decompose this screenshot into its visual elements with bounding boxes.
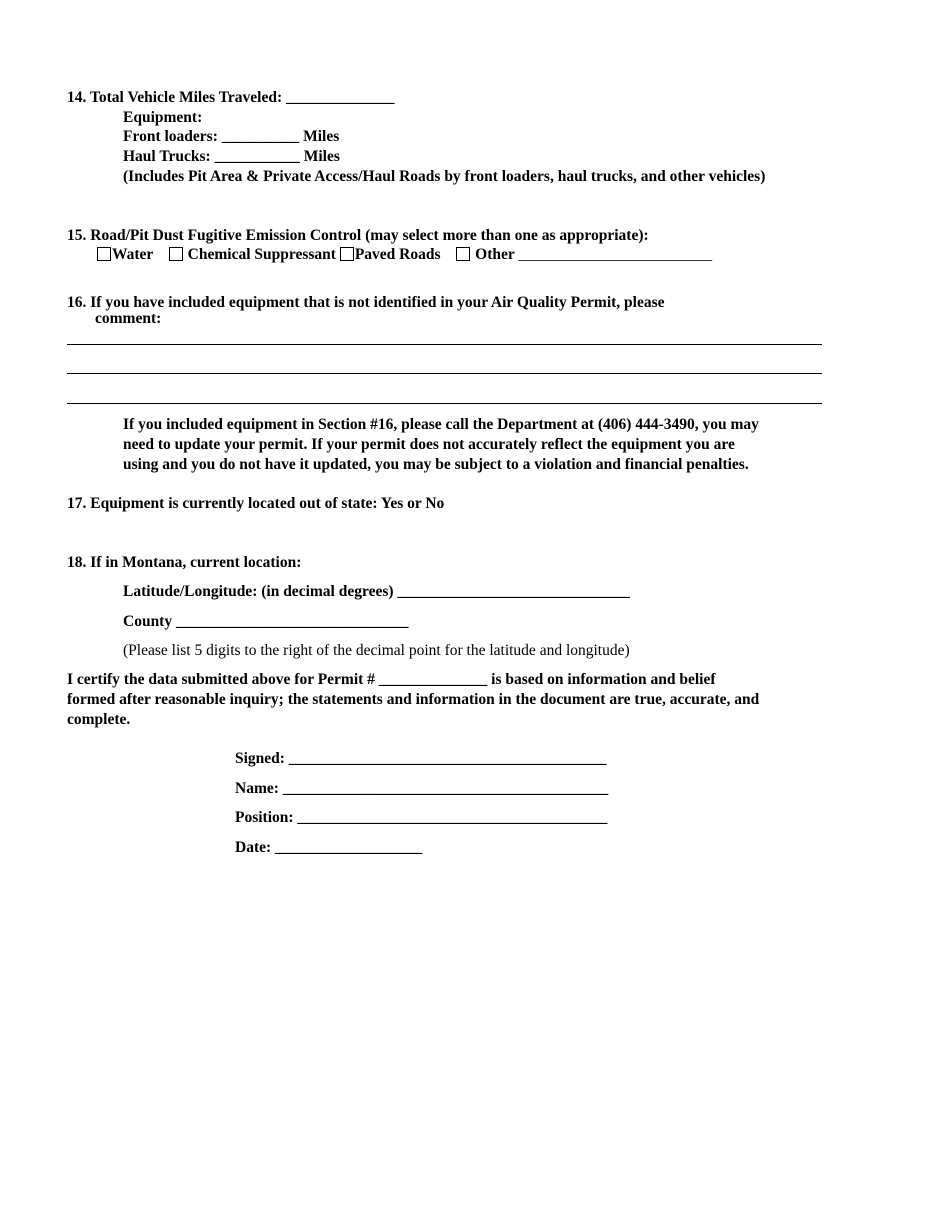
q14-front-loaders: Front loaders: __________ Miles [123, 128, 340, 145]
chemical-suppressant-label: Chemical Suppressant [187, 246, 336, 263]
certify-line2: formed after reasonable inquiry; the statements and information in the document are true, accurate, and [67, 691, 760, 708]
other-input-line[interactable]: _________________________ [518, 246, 713, 263]
comment-line-3[interactable] [67, 403, 822, 404]
position-field[interactable]: Position: ________________________________________ [235, 809, 608, 826]
name-field[interactable]: Name: __________________________________________ [235, 780, 609, 797]
q16-title-line1: 16. If you have included equipment that is not identified in your Air Quality Permit, please [67, 294, 665, 311]
other-checkbox[interactable] [456, 247, 470, 261]
q15-options-row [97, 245, 712, 264]
comment-line-2[interactable] [67, 373, 822, 374]
certify-line1: I certify the data submitted above for Permit # ______________ is based on information and belief [67, 671, 716, 688]
q17-title: 17. Equipment is currently located out of state: Yes or No [67, 495, 445, 512]
date-field[interactable]: Date: ___________________ [235, 839, 423, 856]
paved-roads-label: Paved Roads [354, 246, 441, 263]
q14-title: 14. Total Vehicle Miles Traveled: ______________ [67, 89, 395, 106]
q16-note-line1: If you included equipment in Section #16, please call the Department at (406) 444-3490, you may [123, 416, 759, 433]
county-field[interactable]: County ______________________________ [123, 613, 409, 630]
q14-equipment-label: Equipment: [123, 109, 203, 126]
q16-note-line3: using and you do not have it updated, you may be subject to a violation and financial penalties. [123, 456, 749, 473]
chemical-suppressant-checkbox[interactable] [169, 247, 183, 261]
water-checkbox[interactable] [97, 247, 111, 261]
q14-note: (Includes Pit Area & Private Access/Haul Roads by front loaders, haul trucks, and other vehicles) [123, 168, 766, 185]
other-label: Other [475, 246, 515, 263]
q14-haul-trucks: Haul Trucks: ___________ Miles [123, 148, 340, 165]
certify-line3: complete. [67, 711, 131, 728]
paved-roads-checkbox[interactable] [340, 247, 354, 261]
signed-field[interactable]: Signed: _________________________________________ [235, 750, 607, 767]
latitude-longitude-field[interactable]: Latitude/Longitude: (in decimal degrees) ______________________________ [123, 583, 630, 600]
q16-note-line2: need to update your permit. If your permit does not accurately reflect the equipment you are [123, 436, 735, 453]
q18-note: (Please list 5 digits to the right of the decimal point for the latitude and longitude) [123, 642, 630, 659]
comment-line-1[interactable] [67, 344, 822, 345]
q16-title-line2: comment: [95, 310, 162, 327]
q15-title: 15. Road/Pit Dust Fugitive Emission Control (may select more than one as appropriate): [67, 227, 649, 244]
water-label: Water [112, 246, 154, 263]
q18-title: 18. If in Montana, current location: [67, 554, 302, 571]
